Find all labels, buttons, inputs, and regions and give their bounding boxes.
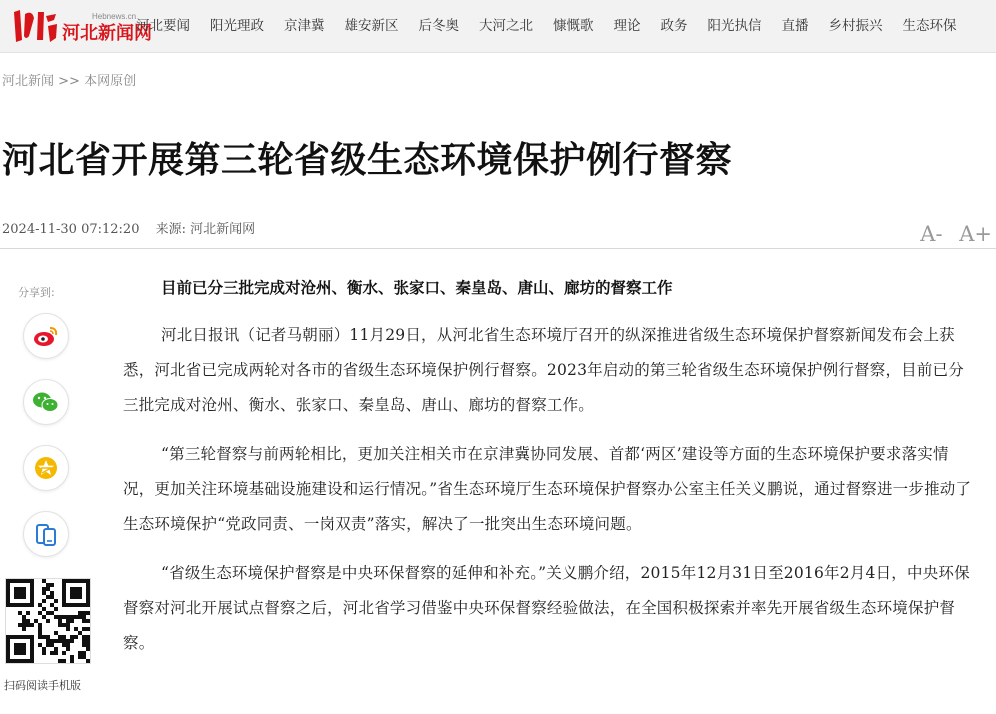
qr-code-icon [6,579,90,663]
breadcrumb [2,70,136,89]
mobile-icon [35,521,57,547]
wechat-icon [32,390,60,414]
nav-item-11[interactable]: 直播 [781,18,809,34]
article-paragraph-3: “省级生态环境保护督察是中央环保督察的延伸和补充。”关义鹏介绍，2015年12月31日至2016年2月4日，中央环保督察对河北开展试点督察之后，河北省学习借鉴中央环保督察经验做法，在全国积极探索并率先开展省级生态环境保护督察。 [123,564,970,652]
site-logo[interactable] [10,6,152,46]
nav-item-8[interactable]: 理论 [613,18,641,34]
nav-item-7[interactable]: 慷慨歌 [553,18,594,34]
font-smaller-button[interactable]: A- [920,222,943,246]
nav-item-1[interactable]: 河北要闻 [136,18,190,34]
source-label: 来源: [155,222,187,237]
nav-item-13[interactable]: 生态环保 [902,18,957,34]
weibo-icon [33,325,59,347]
nav-item-3[interactable]: 京津冀 [284,18,325,34]
breadcrumb-current[interactable]: 本网原创 [84,74,137,89]
nav-item-5[interactable]: 后冬奥 [418,18,459,34]
article-meta [2,218,255,237]
article-paragraph-1: 河北日报讯（记者马朝丽）11月29日，从河北省生态环境厅召开的纵深推进省级生态环境保护督察新闻发布会上获悉，河北省已完成两轮对各市的省级生态环境保护例行督察。2023年启动的第三轮省级生态环境保护例行督察，目前已分三批完成对沧州、衡水、张家口、秦皇岛、唐山、廊坊的督察工作。 [123,326,964,414]
nav-item-6[interactable]: 大河之北 [479,18,533,34]
svg-text:河北新闻网: 河北新闻网 [62,23,152,44]
article-body [123,270,975,661]
breadcrumb-home[interactable]: 河北新闻 [2,74,55,89]
share-qzone-button[interactable] [23,445,69,491]
main-nav [126,0,967,52]
article-paragraph-2: “第三轮督察与前两轮相比，更加关注相关市在京津冀协同发展、首都‘两区’建设等方面的生态环境保护要求落实情况，更加关注环境基础设施建设和运行情况。”省生态环境厅生态环境保护督察办公室主任关义鹏说，通过督察进一步推动了生态环境保护“党政同责、一岗双责”落实，解决了一批突出生态环境问题。 [123,445,972,533]
qzone-icon [33,455,59,481]
nav-item-12[interactable]: 乡村振兴 [828,18,883,34]
font-size-controls [910,222,992,246]
logo-domain: Hebnews.cn [92,12,137,21]
publish-datetime: 2024-11-30 07:12:20 [2,222,140,237]
breadcrumb-separator: >> [58,74,80,89]
qr-code [5,578,91,664]
article-title: 河北省开展第三轮省级生态环境保护例行督察 [2,140,733,181]
nav-item-10[interactable]: 阳光执信 [707,18,762,34]
nav-item-4[interactable]: 雄安新区 [344,18,399,34]
share-label: 分享到: [18,286,55,299]
font-larger-button[interactable]: A+ [959,222,992,246]
nav-item-2[interactable]: 阳光理政 [210,18,264,34]
header-divider [0,248,996,249]
share-wechat-button[interactable] [23,379,69,425]
qr-label: 扫码阅读手机版 [4,679,81,692]
share-weibo-button[interactable] [23,313,69,359]
share-mobile-button[interactable] [23,511,69,557]
top-nav-bar [0,0,996,53]
nav-item-9[interactable]: 政务 [660,18,688,34]
source-name: 河北新闻网 [190,222,256,237]
article-lead: 目前已分三批完成对沧州、衡水、张家口、秦皇岛、唐山、廊坊的督察工作 [161,279,673,297]
